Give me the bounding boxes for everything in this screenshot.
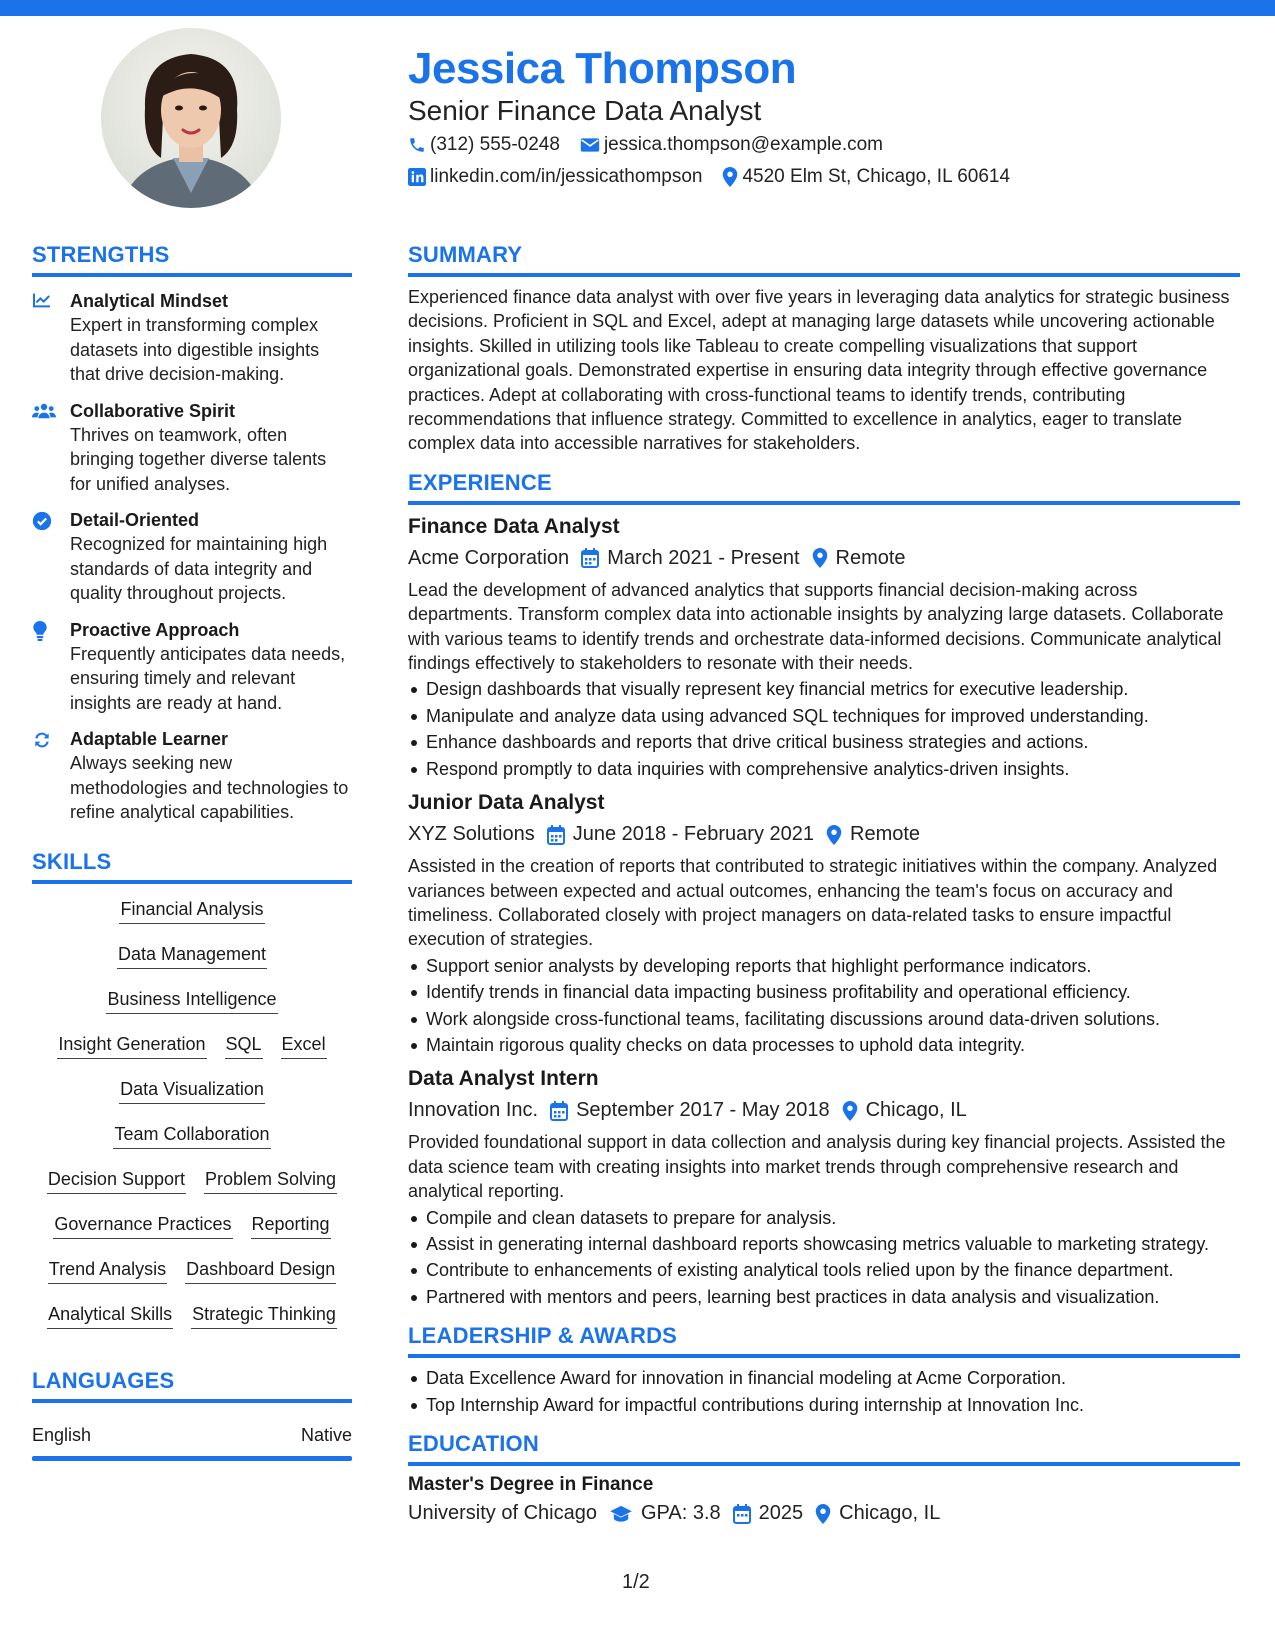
right-column bbox=[408, 242, 1240, 1525]
contact-row-primary bbox=[408, 134, 903, 156]
degree-title: Master's Degree in Finance bbox=[408, 1474, 654, 1495]
skill-tag: Team Collaboration bbox=[113, 1121, 270, 1149]
strength-title: Collaborative Spirit bbox=[70, 400, 236, 421]
strength-title: Detail-Oriented bbox=[70, 510, 200, 530]
strength-desc: Frequently anticipates data needs, ensuring timely and relevant insights are ready at hand. bbox=[70, 643, 346, 713]
strengths-list bbox=[32, 289, 352, 825]
bullet-item: Assist in generating internal dashboard reports showcasing metrics valuable to marketing strategy. bbox=[408, 1232, 1240, 1256]
graduation-cap-icon bbox=[609, 1505, 633, 1523]
skill-tag: Decision Support bbox=[47, 1166, 186, 1194]
email-text: jessica.thompson@example.com bbox=[603, 134, 884, 155]
phone-text: (312) 555-0248 bbox=[430, 134, 560, 155]
bullet-item: Compile and clean datasets to prepare for analysis. bbox=[408, 1206, 1240, 1230]
summary-heading: SUMMARY bbox=[408, 242, 523, 267]
page-number: 1/2 bbox=[622, 1571, 650, 1593]
candidate-title: Senior Finance Data Analyst bbox=[408, 95, 762, 126]
job-entry bbox=[408, 1067, 1240, 1309]
skill-row bbox=[32, 896, 352, 941]
skill-tag: Dashboard Design bbox=[185, 1256, 336, 1284]
chart-line-icon bbox=[32, 292, 52, 308]
section-divider bbox=[32, 1399, 352, 1403]
job-title: Finance Data Analyst bbox=[408, 514, 620, 538]
strength-item bbox=[32, 727, 352, 825]
skill-row bbox=[32, 1166, 352, 1211]
bullet-item: Work alongside cross-functional teams, facilitating discussions around data-driven solutions. bbox=[408, 1007, 1240, 1031]
job-meta bbox=[408, 1099, 1240, 1122]
language-name: English bbox=[32, 1424, 92, 1445]
job-title: Junior Data Analyst bbox=[408, 791, 605, 815]
skill-row bbox=[32, 1301, 352, 1346]
map-pin-icon bbox=[826, 825, 842, 845]
skill-row bbox=[32, 1031, 352, 1076]
bullet-item: Identify trends in financial data impacting business profitability and operational efficiency. bbox=[408, 980, 1240, 1004]
job-company: Innovation Inc. bbox=[408, 1099, 539, 1122]
skill-tag: Insight Generation bbox=[57, 1031, 206, 1059]
skill-tag: Excel bbox=[281, 1031, 327, 1059]
section-divider bbox=[408, 1462, 1240, 1466]
skill-tag: Data Management bbox=[117, 941, 267, 969]
job-meta bbox=[408, 823, 1240, 846]
job-bullets bbox=[408, 1206, 1240, 1310]
language-item bbox=[32, 1425, 352, 1446]
skill-tag: Strategic Thinking bbox=[191, 1301, 337, 1329]
strength-desc: Recognized for maintaining high standards of data integrity and quality throughout projects. bbox=[70, 534, 328, 603]
map-pin-icon bbox=[815, 1504, 831, 1524]
strength-item bbox=[32, 289, 352, 387]
bullet-item: Support senior analysts by developing reports that highlight performance indicators. bbox=[408, 954, 1240, 978]
skill-tag: Data Visualization bbox=[119, 1076, 265, 1104]
job-bullets bbox=[408, 954, 1240, 1058]
map-pin-icon bbox=[812, 548, 828, 568]
calendar-icon bbox=[547, 825, 565, 845]
school-location: Chicago, IL bbox=[839, 1502, 941, 1524]
section-divider bbox=[32, 880, 352, 884]
contact-row-secondary bbox=[408, 166, 1030, 188]
strength-item bbox=[32, 508, 352, 606]
award-item: Top Internship Award for impactful contributions during internship at Innovation Inc. bbox=[408, 1393, 1240, 1417]
section-divider bbox=[408, 273, 1240, 277]
envelope-icon bbox=[580, 136, 600, 154]
job-bullets bbox=[408, 677, 1240, 781]
bullet-item: Respond promptly to data inquiries with comprehensive analytics-driven insights. bbox=[408, 757, 1240, 781]
strength-title: Adaptable Learner bbox=[70, 729, 229, 749]
job-entry bbox=[408, 791, 1240, 1057]
skill-tag: Reporting bbox=[251, 1211, 331, 1239]
strength-title: Analytical Mindset bbox=[70, 291, 229, 311]
skill-row bbox=[32, 1256, 352, 1301]
skill-row bbox=[32, 941, 352, 986]
job-meta bbox=[408, 547, 1240, 570]
email-contact[interactable] bbox=[580, 134, 883, 156]
bullet-item: Manipulate and analyze data using advanced SQL techniques for improved understanding. bbox=[408, 704, 1240, 728]
skills-heading: SKILLS bbox=[32, 848, 112, 874]
job-company: XYZ Solutions bbox=[408, 823, 535, 846]
lightbulb-icon bbox=[32, 621, 48, 641]
job-title: Data Analyst Intern bbox=[408, 1067, 599, 1091]
bullet-item: Partnered with mentors and peers, learning best practices in data analysis and visualization. bbox=[408, 1285, 1240, 1309]
language-level: Native bbox=[300, 1424, 352, 1445]
section-divider bbox=[32, 273, 352, 277]
skill-tag: Analytical Skills bbox=[47, 1301, 173, 1329]
users-icon bbox=[32, 402, 56, 420]
check-circle-icon bbox=[32, 511, 52, 531]
strength-item bbox=[32, 399, 352, 497]
bullet-item: Contribute to enhancements of existing analytical tools relied upon by the finance department. bbox=[408, 1258, 1240, 1282]
gpa-text: GPA: 3.8 bbox=[640, 1502, 721, 1524]
language-proficiency-bar bbox=[32, 1456, 352, 1461]
summary-text: Experienced finance data analyst with over five years in leveraging data analytics for strategic business decisions. Proficient in SQL and Excel, adept at managing large datasets while uncovering actionable insights. Skilled in utilizing tools like Tableau to create compelling visualizations that support organizational goals. Demonstrated expertise in ensuring data integrity through effective governance practices. Adept at collaborating with cross-functional teams to identify trends, contributing recommendations that influence strategy. Committed to excellence in analytics, eager to translate complex data into accessible narratives for stakeholders. bbox=[408, 287, 1230, 454]
skill-row bbox=[32, 1121, 352, 1166]
skill-tag: Financial Analysis bbox=[119, 896, 264, 924]
strengths-heading: STRENGTHS bbox=[32, 242, 170, 267]
calendar-icon bbox=[581, 548, 599, 568]
bullet-item: Enhance dashboards and reports that drive critical business strategies and actions. bbox=[408, 730, 1240, 754]
job-description: Provided foundational support in data collection and analysis during key financial projects. Assisted the data science team with creating insights into market trends through comprehensive research and analytical reporting. bbox=[408, 1132, 1226, 1202]
awards-heading: LEADERSHIP & AWARDS bbox=[408, 1323, 678, 1349]
skill-row bbox=[32, 1211, 352, 1256]
bullet-item: Design dashboards that visually represent key financial metrics for executive leadership. bbox=[408, 677, 1240, 701]
strength-title: Proactive Approach bbox=[70, 619, 240, 640]
skill-tag: Business Intelligence bbox=[106, 986, 277, 1014]
refresh-icon bbox=[32, 730, 52, 750]
skill-tag: Governance Practices bbox=[53, 1211, 232, 1239]
skill-tag: Trend Analysis bbox=[48, 1256, 167, 1284]
bullet-item: Maintain rigorous quality checks on data processes to uphold data integrity. bbox=[408, 1033, 1240, 1057]
job-description: Lead the development of advanced analytics that supports financial decision-making across departments. Transform complex data into actionable insights by analyzing large datasets. Collaborate with various teams to identify trends and orchestrate data-informed decisions. Communicate analytical findings effectively to stakeholders to resonate with their needs. bbox=[408, 579, 1224, 674]
skill-row bbox=[32, 986, 352, 1031]
job-location: Remote bbox=[835, 546, 906, 569]
job-company: Acme Corporation bbox=[408, 546, 570, 569]
strength-desc: Expert in transforming complex datasets into digestible insights that drive decision-making. bbox=[70, 315, 320, 384]
strength-desc: Thrives on teamwork, often bringing together diverse talents for unified analyses. bbox=[70, 424, 327, 494]
award-item: Data Excellence Award for innovation in financial modeling at Acme Corporation. bbox=[408, 1366, 1240, 1390]
skill-tag: Problem Solving bbox=[204, 1166, 337, 1194]
candidate-name: Jessica Thompson bbox=[408, 44, 797, 93]
section-divider bbox=[408, 1354, 1240, 1358]
map-pin-icon bbox=[722, 167, 738, 187]
job-dates: March 2021 - Present bbox=[607, 546, 800, 569]
profile-photo bbox=[101, 28, 281, 208]
phone-icon bbox=[408, 136, 426, 154]
job-dates: September 2017 - May 2018 bbox=[576, 1099, 830, 1122]
education-heading: EDUCATION bbox=[408, 1431, 539, 1456]
job-description: Assisted in the creation of reports that contributed to strategic initiatives within the company. Analyzed variances between expected and actual outcomes, enhancing the team's focus on accuracy and timeliness. Collaborated closely with project managers on data-related tasks to ensure impactful execution of strategies. bbox=[408, 856, 1218, 950]
linkedin-contact[interactable] bbox=[408, 166, 702, 188]
job-location: Remote bbox=[850, 823, 921, 846]
education-meta bbox=[408, 1502, 1240, 1525]
top-accent-bar bbox=[0, 0, 1275, 16]
job-entry bbox=[408, 515, 1240, 781]
awards-list bbox=[408, 1366, 1240, 1417]
portrait-image bbox=[101, 28, 281, 208]
school-name: University of Chicago bbox=[408, 1502, 597, 1524]
address-contact bbox=[722, 166, 1010, 188]
linkedin-icon bbox=[408, 168, 426, 186]
linkedin-text: linkedin.com/in/jessicathompson bbox=[430, 166, 703, 187]
job-dates: June 2018 - February 2021 bbox=[572, 823, 815, 846]
address-text: 4520 Elm St, Chicago, IL 60614 bbox=[742, 166, 1011, 187]
calendar-icon bbox=[550, 1101, 568, 1121]
left-column bbox=[32, 242, 352, 1461]
section-divider bbox=[408, 501, 1240, 505]
graduation-year: 2025 bbox=[758, 1502, 804, 1524]
skill-row bbox=[32, 1076, 352, 1121]
strength-item bbox=[32, 618, 352, 716]
languages-heading: LANGUAGES bbox=[32, 1367, 175, 1393]
skills-list bbox=[32, 896, 352, 1346]
calendar-icon bbox=[733, 1504, 751, 1524]
experience-heading: EXPERIENCE bbox=[408, 469, 552, 495]
strength-desc: Always seeking new methodologies and technologies to refine analytical capabilities. bbox=[70, 753, 349, 822]
phone-contact[interactable] bbox=[408, 134, 560, 156]
skill-tag: SQL bbox=[225, 1031, 263, 1059]
map-pin-icon bbox=[842, 1101, 858, 1121]
job-location: Chicago, IL bbox=[865, 1099, 967, 1122]
